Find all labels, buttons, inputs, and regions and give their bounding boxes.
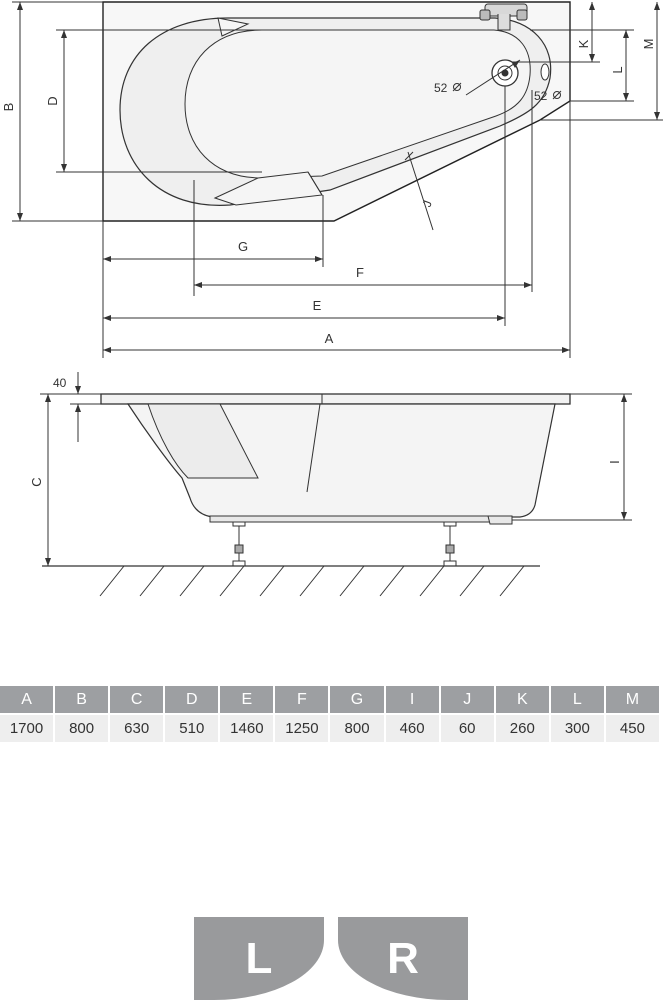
leg-right <box>444 522 456 566</box>
value-cell-m: 450 <box>606 715 659 742</box>
header-cell-b: B <box>55 686 108 713</box>
dim-g-label: G <box>237 239 249 254</box>
dim-k-label: K <box>576 39 591 49</box>
dim-b-label: B <box>1 102 16 112</box>
tub-base-foot <box>488 516 512 524</box>
dim-m-label: M <box>641 38 656 50</box>
drain-size-label-1: 52 <box>434 81 448 95</box>
value-cell-l: 300 <box>551 715 604 742</box>
side-view <box>40 372 632 596</box>
dim-40-label: 40 <box>53 376 67 390</box>
leg-left <box>233 522 245 566</box>
plan-view <box>12 2 663 358</box>
header-cell-m: M <box>606 686 659 713</box>
header-cell-i: I <box>386 686 439 713</box>
dim-c-label: C <box>29 477 44 487</box>
tub-rim <box>101 394 570 404</box>
header-cell-a: A <box>0 686 53 713</box>
header-cell-g: G <box>330 686 383 713</box>
tap-spout <box>498 14 510 30</box>
overflow-slot <box>541 64 549 80</box>
header-cell-c: C <box>110 686 163 713</box>
dim-i-label: I <box>607 460 622 464</box>
value-cell-i: 460 <box>386 715 439 742</box>
orientation-right-label: R <box>387 933 419 983</box>
value-cell-d: 510 <box>165 715 218 742</box>
dim-a-label: A <box>324 331 334 346</box>
dim-f-label: F <box>356 265 364 280</box>
header-cell-e: E <box>220 686 273 713</box>
header-cell-f: F <box>275 686 328 713</box>
header-cell-j: J <box>441 686 494 713</box>
basin-bottom <box>185 30 530 178</box>
value-cell-k: 260 <box>496 715 549 742</box>
dim-l-label: L <box>610 66 625 74</box>
tap-handle-left <box>480 10 490 20</box>
value-cell-j: 60 <box>441 715 494 742</box>
value-cell-g: 800 <box>330 715 383 742</box>
floor-hatching <box>100 566 524 596</box>
value-cell-c: 630 <box>110 715 163 742</box>
dim-j-label: J <box>419 198 435 209</box>
value-cell-b: 800 <box>55 715 108 742</box>
dim-d-label: D <box>45 96 60 106</box>
value-cell-a: 1700 <box>0 715 53 742</box>
header-cell-l: L <box>551 686 604 713</box>
header-cell-k: K <box>496 686 549 713</box>
dim-e-label: E <box>312 298 322 313</box>
orientation-left-label: L <box>245 933 273 983</box>
tub-base <box>210 516 490 522</box>
dimensions-table <box>0 686 659 742</box>
value-cell-e: 1460 <box>220 715 273 742</box>
header-cell-d: D <box>165 686 218 713</box>
drain-size-label-2: 52 <box>534 89 548 103</box>
tap-handle-right <box>517 10 527 20</box>
value-cell-f: 1250 <box>275 715 328 742</box>
